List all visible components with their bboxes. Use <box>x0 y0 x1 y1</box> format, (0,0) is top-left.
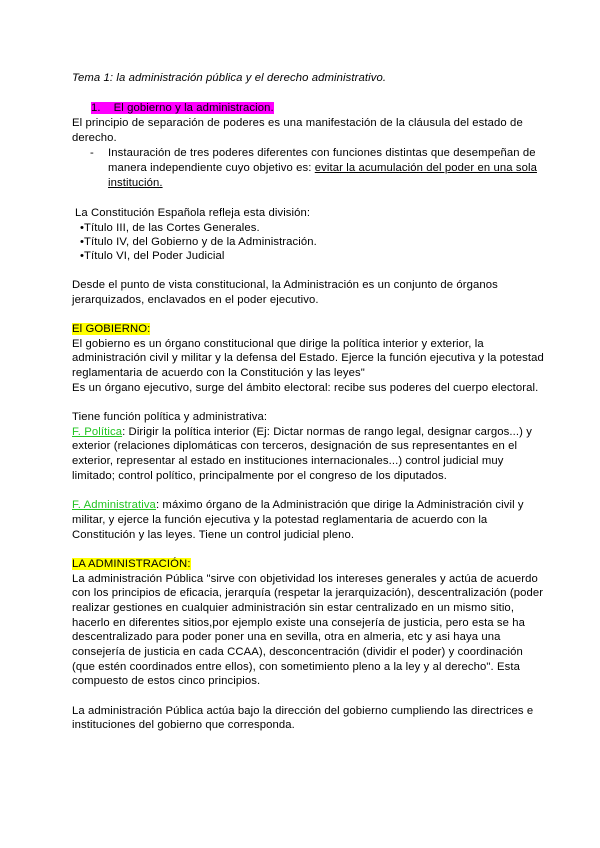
paragraph-line: El gobierno es un órgano constitucional que dirige la política interior y exterior, la <box>72 338 484 350</box>
paragraph-line: (que estén coordinados entre ellos), con sometimiento pleno a la ley y al derecho". Esta <box>72 661 520 673</box>
administrativa-text: : máximo órgano de la Administración que dirige la Administración civil y <box>155 499 524 511</box>
document-title: Tema 1: la administración pública y el derecho administrativo. <box>72 72 387 84</box>
paragraph-line: La administración Pública actúa bajo la dirección del gobierno cumpliendo las directrices e <box>72 705 534 717</box>
paragraph-line: reglamentaria de acuerdo con la Constitución y las leyes" <box>72 367 365 379</box>
section-heading-highlight <box>91 102 274 114</box>
administrativa-label: F. Administrativa <box>72 499 156 511</box>
paragraph-line: instituciones del gobierno que corresponda. <box>72 719 295 731</box>
paragraph-line: Tiene función política y administrativa: <box>72 411 268 423</box>
paragraph-line: jerarquizados, enclavados en el poder ejecutivo. <box>72 294 319 306</box>
bullet-text: manera independiente cuyo objetivo es: <box>108 162 315 174</box>
paragraph-line: Es un órgano ejecutivo, surge del ámbito electoral: recibe sus poderes del cuerpo electoral. <box>72 382 539 394</box>
paragraph-line: exterior, representar al estado en instituciones internacionales...) control judicial muy <box>72 455 504 467</box>
constitucion-item: •Título IV, del Gobierno y de la Administración. <box>80 236 317 248</box>
section-heading <box>91 101 274 116</box>
gobierno-heading <box>72 322 150 337</box>
paragraph-line <box>72 425 532 440</box>
paragraph-line: militar, y ejerce la función ejecutiva y la potestad reglamentaria de acuerdo con la <box>72 514 488 526</box>
bullet-underlined-text: institución. <box>108 177 163 189</box>
politica-text: : Dirigir la política interior (Ej: Dictar normas de rango legal, designar cargos...) y <box>122 426 532 438</box>
paragraph-line: hacerlo en diferentes sitios,por ejemplo existe una consejería de justicia, pero esta se ha <box>72 617 526 629</box>
section-number: 1. <box>91 102 101 114</box>
bullet-line <box>108 161 537 176</box>
bullet-underlined-text: evitar la acumulación del poder en una sola <box>314 162 537 174</box>
paragraph-line: realizar gestiones en cualquier administración sin estar centralizado en un mismo sitio, <box>72 602 515 614</box>
constitucion-item: •Título VI, del Poder Judicial <box>80 250 225 262</box>
paragraph-line: La administración Pública "sirve con objetividad los intereses generales y actúa de acuerdo <box>72 573 538 585</box>
paragraph-line <box>72 498 524 513</box>
gobierno-heading-highlight: El GOBIERNO: <box>72 323 151 335</box>
paragraph-line: consejería de justicia en cada CCAA), desconcentración (dividir el poder) y coordinación <box>72 646 523 658</box>
constitucion-item: •Título III, de las Cortes Generales. <box>80 222 260 234</box>
politica-label: F. Política <box>72 426 123 438</box>
paragraph-line: exterior (relaciones diplomáticas con terceros, designación de sus representantes en el <box>72 440 518 452</box>
paragraph-line: administración civil y militar y la defensa del Estado. Ejerce la función ejecutiva y la potestad <box>72 352 544 364</box>
paragraph-line: compuesto de estos cinco principios. <box>72 675 261 687</box>
bullet-line: Instauración de tres poderes diferentes con funciones distintas que desempeñan de <box>108 147 536 159</box>
paragraph-line: descentralizado para poder poner una en sevilla, otra en almeria, etc y asi haya una <box>72 631 501 643</box>
paragraph-line: limitado; control político, principalmente por el congreso de los diputados. <box>72 470 447 482</box>
constitucion-intro: La Constitución Española refleja esta división: <box>75 207 311 219</box>
section-title: El gobierno y la administracion. <box>113 102 274 114</box>
paragraph-line: derecho. <box>72 132 117 144</box>
administracion-heading-highlight: LA ADMINISTRACIÓN: <box>72 558 191 570</box>
administracion-heading <box>72 557 191 572</box>
paragraph-line: Desde el punto de vista constitucional, la Administración es un conjunto de órganos <box>72 279 498 291</box>
paragraph-line: Constitución y las leyes. Tiene un control judicial pleno. <box>72 529 355 541</box>
paragraph-line: con los principios de eficacia, jerarquía (respetar la jerarquización), descentralización (poder <box>72 587 544 599</box>
dash-bullet: - <box>90 147 94 159</box>
paragraph-line: El principio de separación de poderes es una manifestación de la cláusula del estado de <box>72 117 523 129</box>
